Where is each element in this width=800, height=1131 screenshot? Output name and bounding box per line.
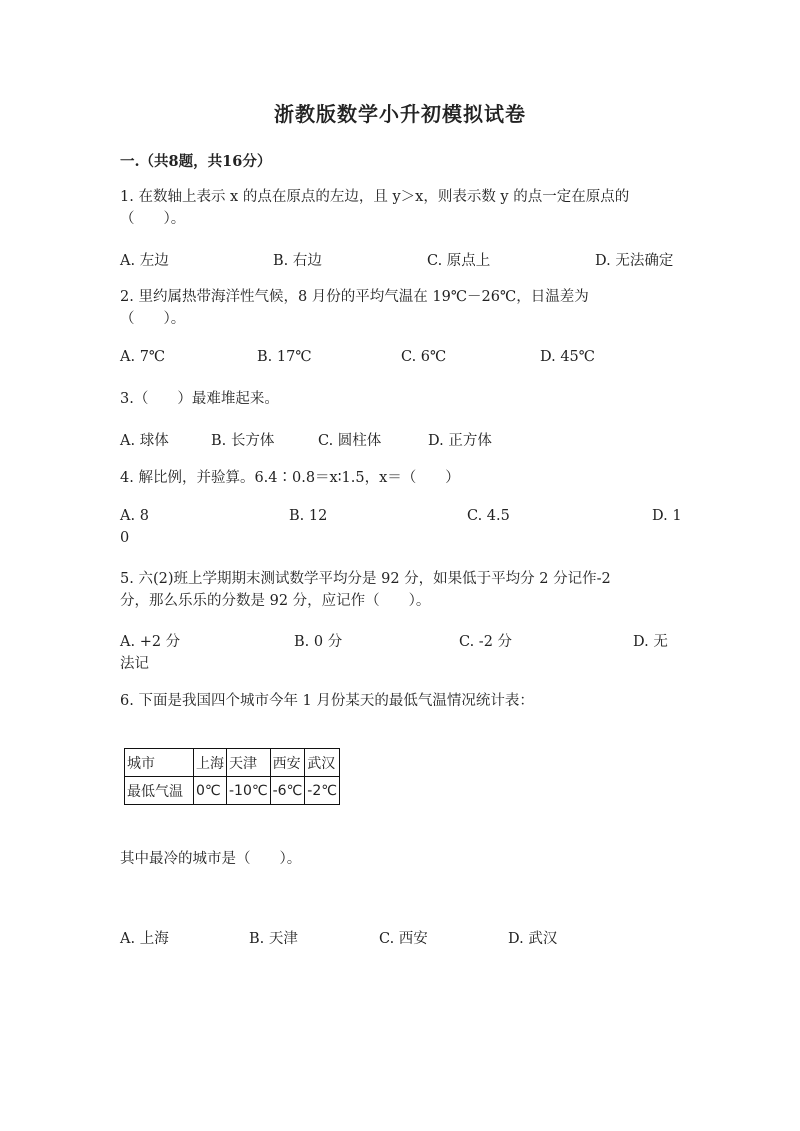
table-cell: 0℃ bbox=[194, 777, 227, 805]
q1-option-a[interactable]: A. 左边 bbox=[120, 253, 169, 269]
table-row bbox=[125, 777, 340, 805]
q2-option-c[interactable]: C. 6℃ bbox=[401, 349, 447, 365]
table-cell: -2℃ bbox=[305, 777, 340, 805]
q2-option-a[interactable]: A. 7℃ bbox=[120, 349, 166, 365]
exam-title: 浙教版数学小升初模拟试卷 bbox=[274, 102, 526, 126]
table-cell: 城市 bbox=[125, 749, 194, 777]
table-row bbox=[125, 749, 340, 777]
q5-option-b[interactable]: B. 0 分 bbox=[294, 634, 343, 650]
question-4-text: 4. 解比例，并验算。6.4∶0.8＝x∶1.5，x＝（ ） bbox=[120, 470, 460, 486]
q4-option-a[interactable]: A. 8 bbox=[120, 508, 149, 524]
q4-option-d-wrap: 0 bbox=[120, 530, 130, 546]
q1-option-c[interactable]: C. 原点上 bbox=[427, 253, 491, 269]
q2-option-b[interactable]: B. 17℃ bbox=[257, 349, 312, 365]
q3-option-a[interactable]: A. 球体 bbox=[120, 433, 169, 449]
table-cell: 最低气温 bbox=[125, 777, 194, 805]
q6-option-a[interactable]: A. 上海 bbox=[120, 931, 169, 947]
question-6-prompt: 其中最冷的城市是（ ）。 bbox=[120, 851, 302, 867]
q6-option-b[interactable]: B. 天津 bbox=[249, 931, 298, 947]
question-1-text: 1. 在数轴上表示 x 的点在原点的左边，且 y＞x，则表示数 y 的点一定在原点的 bbox=[120, 189, 630, 205]
question-5-text: 5. 六(2)班上学期期末测试数学平均分是 92 分，如果低于平均分 2 分记作-2 bbox=[120, 571, 611, 587]
q4-option-c[interactable]: C. 4.5 bbox=[467, 508, 510, 524]
q3-option-c[interactable]: C. 圆柱体 bbox=[318, 433, 382, 449]
q1-option-d[interactable]: D. 无法确定 bbox=[595, 253, 674, 269]
q6-option-c[interactable]: C. 西安 bbox=[379, 931, 428, 947]
table-cell: -6℃ bbox=[270, 777, 305, 805]
q5-option-d[interactable]: D. 无 bbox=[633, 634, 668, 650]
q4-option-d[interactable]: D. 1 bbox=[652, 508, 682, 524]
question-2-blank: （ ）。 bbox=[120, 311, 186, 327]
question-6-text: 6. 下面是我国四个城市今年 1 月份某天的最低气温情况统计表： bbox=[120, 693, 534, 709]
q5-option-d-wrap: 法记 bbox=[120, 656, 149, 672]
table-cell: 上海 bbox=[194, 749, 227, 777]
q3-option-b[interactable]: B. 长方体 bbox=[211, 433, 275, 449]
table-cell: 西安 bbox=[270, 749, 305, 777]
question-2-text: 2. 里约属热带海洋性气候，8 月份的平均气温在 19℃－26℃，日温差为 bbox=[120, 289, 589, 305]
table-cell: 武汉 bbox=[305, 749, 340, 777]
question-3-text: 3.（ ）最难堆起来。 bbox=[120, 391, 279, 407]
q3-option-d[interactable]: D. 正方体 bbox=[428, 433, 492, 449]
q2-option-d[interactable]: D. 45℃ bbox=[540, 349, 595, 365]
section-heading: 一.（共8题，共16分） bbox=[120, 153, 272, 170]
q6-option-d[interactable]: D. 武汉 bbox=[508, 931, 558, 947]
q1-option-b[interactable]: B. 右边 bbox=[273, 253, 322, 269]
question-5-text-2: 分，那么乐乐的分数是 92 分，应记作（ ）。 bbox=[120, 593, 431, 609]
q5-option-c[interactable]: C. -2 分 bbox=[459, 634, 513, 650]
q4-option-b[interactable]: B. 12 bbox=[289, 508, 328, 524]
temperature-table bbox=[124, 748, 340, 805]
q5-option-a[interactable]: A. +2 分 bbox=[120, 634, 181, 650]
table-cell: -10℃ bbox=[227, 777, 271, 805]
table-cell: 天津 bbox=[227, 749, 271, 777]
question-1-blank: （ ）。 bbox=[120, 211, 186, 227]
